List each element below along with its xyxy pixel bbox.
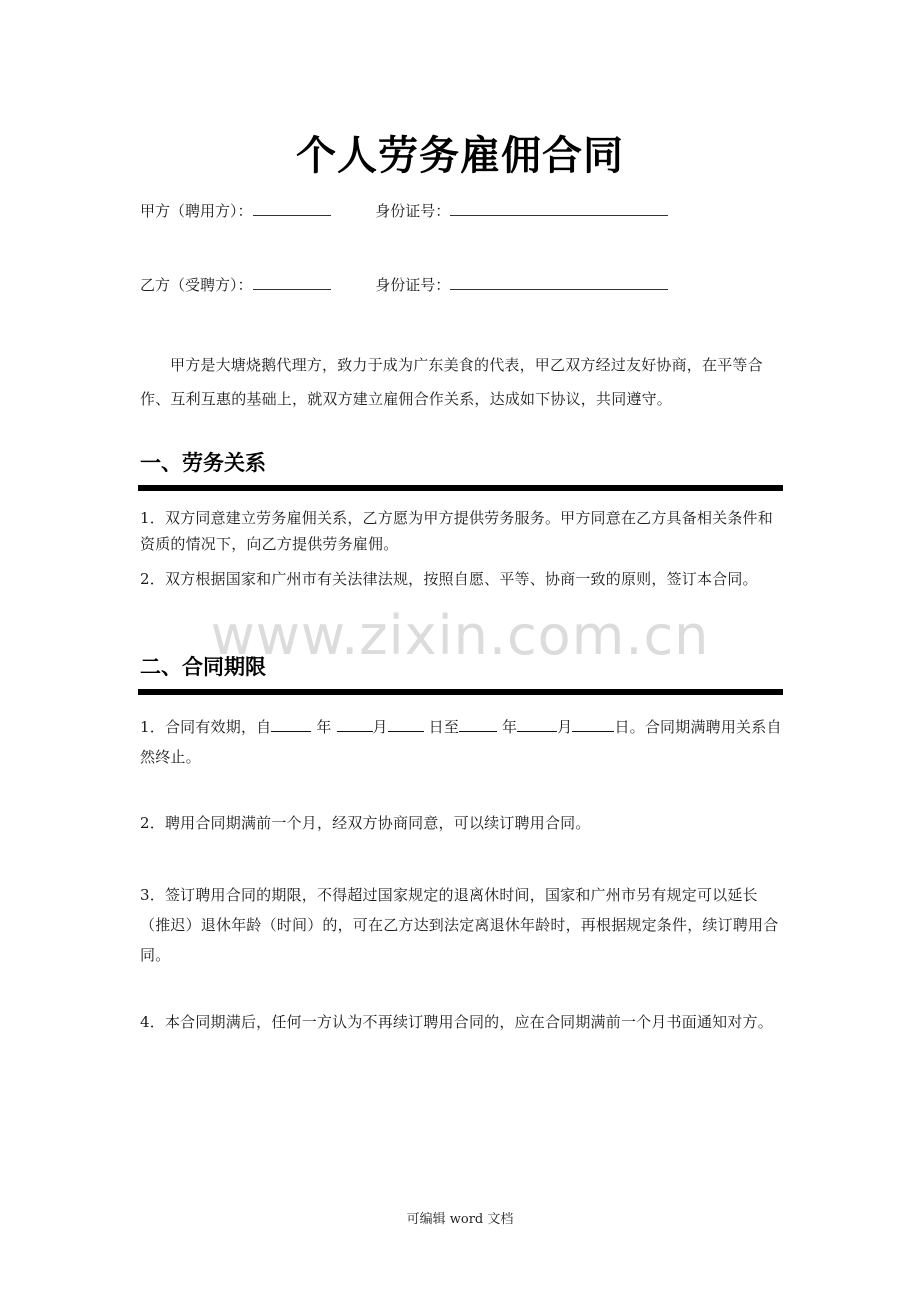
party-a-label: 甲方（聘用方）： [140, 202, 253, 220]
end-day-blank [572, 717, 614, 732]
party-b-label: 乙方（受聘方）： [140, 276, 253, 294]
document-title: 个人劳务雇佣合同 [296, 133, 624, 179]
party-b-name-blank [253, 275, 331, 290]
clause-1-text-c: 月 [372, 718, 388, 736]
start-year-blank [271, 717, 311, 732]
section-2-clause-3: 3．签订聘用合同的期限，不得超过国家规定的退离休时间，国家和广州市另有规定可以延长（推迟）退休年龄（时间）的，可在乙方达到法定离退休年龄时，再根据规定条件，续订聘用合同。 [140, 886, 779, 964]
section-2-clause-4: 4．本合同期满后，任何一方认为不再续订聘用合同的，应在合同期满前一个月书面通知对方。 [140, 1013, 773, 1031]
section-1-rule [138, 485, 783, 491]
clause-1-text-f: 月 [557, 718, 573, 736]
clause-1-text-b: 年 [316, 718, 332, 736]
section-2-heading: 二、合同期限 [140, 655, 266, 679]
start-day-blank [388, 717, 424, 732]
clause-1-text-e: 年 [502, 718, 518, 736]
section-2-rule [138, 689, 783, 695]
watermark: www.zixin.com.cn [210, 604, 710, 667]
party-a-row [140, 201, 668, 221]
section-1-clause-2: 2．双方根据国家和广州市有关法律法规，按照自愿、平等、协商一致的原则，签订本合同。 [140, 570, 758, 588]
start-month-blank [337, 717, 373, 732]
party-a-name-blank [253, 201, 331, 216]
section-2-clause-1 [140, 712, 782, 772]
party-a-id-blank [450, 201, 668, 216]
party-b-id-label: 身份证号： [375, 276, 451, 294]
section-1-heading: 一、劳务关系 [140, 451, 266, 475]
intro-paragraph: 甲方是大塘烧鹅代理方，致力于成为广东美食的代表，甲乙双方经过友好协商，在平等合作、互利互惠的基础上，就双方建立雇佣合作关系，达成如下协议，共同遵守。 [140, 356, 763, 408]
party-b-id-blank [450, 275, 668, 290]
clause-1-text-d: 日至 [428, 718, 460, 736]
page-footer: 可编辑 word 文档 [406, 1212, 514, 1227]
party-b-row [140, 275, 668, 295]
end-year-blank [459, 717, 497, 732]
party-a-id-label: 身份证号： [375, 202, 451, 220]
clause-1-text-g: 日。合同期满聘用关系自然终止。 [140, 718, 782, 766]
clause-1-text-a: 1．合同有效期，自 [140, 718, 272, 736]
end-month-blank [517, 717, 557, 732]
section-1-clause-1: 1．双方同意建立劳务雇佣关系，乙方愿为甲方提供劳务服务。甲方同意在乙方具备相关条件和资质的情况下，向乙方提供劳务雇佣。 [140, 509, 773, 553]
section-2-clause-2: 2．聘用合同期满前一个月，经双方协商同意，可以续订聘用合同。 [140, 814, 591, 832]
